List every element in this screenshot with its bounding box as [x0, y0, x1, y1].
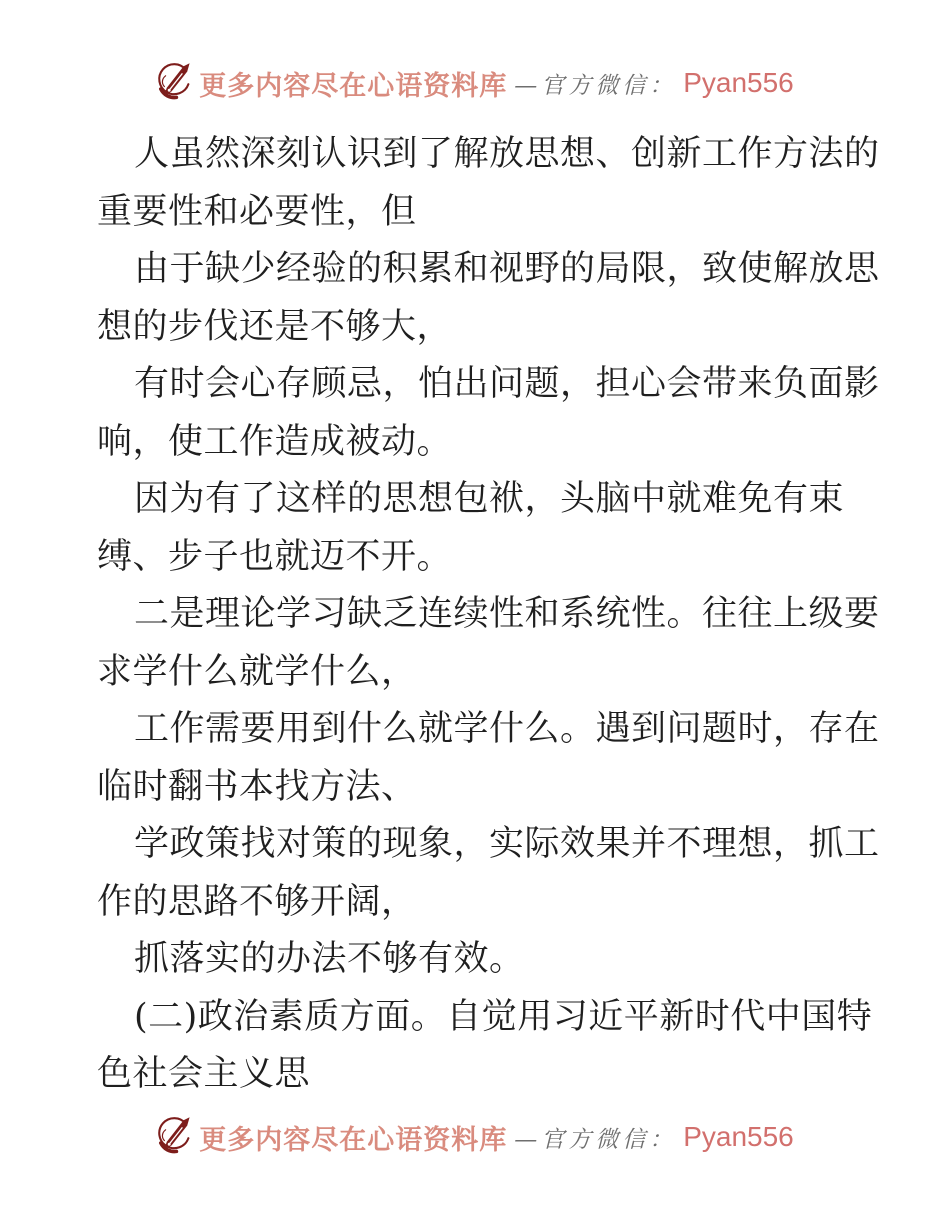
text-line: 作的思路不够开阔，: [97, 881, 417, 922]
text-line: 因为有了这样的思想包袱，头脑中就难免有束: [134, 479, 845, 519]
watermark-brand-text: 更多内容尽在心语资料库: [199, 1124, 508, 1156]
watermark-wechat-label: —官方微信：: [514, 72, 677, 99]
pen-circle-logo-icon: [156, 1114, 192, 1160]
text-line: 有时会心存顾忌，怕出问题，担心会带来负面影: [134, 364, 880, 404]
text-line: 抓落实的办法不够有效。: [134, 939, 525, 979]
header-watermark: [0, 60, 950, 106]
text-line: 二是理论学习缺乏连续性和系统性。往往上级要: [134, 594, 880, 634]
text-line: 学政策找对策的现象，实际效果并不理想，抓工: [134, 824, 880, 864]
text-line: 求学什么就学什么，: [97, 651, 417, 692]
text-line: 想的步伐还是不够大，: [97, 306, 453, 347]
text-line: 临时翻书本找方法、: [97, 766, 417, 807]
watermark-wechat-account: Pyan556: [683, 1121, 794, 1152]
watermark-wechat-account: Pyan556: [683, 67, 794, 98]
pen-circle-logo-icon: [156, 60, 192, 106]
text-line: 工作需要用到什么就学什么。遇到问题时，存在: [134, 709, 880, 749]
text-line: 由于缺少经验的积累和视野的局限，致使解放思: [134, 249, 880, 289]
text-line: 缚、步子也就迈不开。: [97, 536, 453, 577]
text-line: 人虽然深刻认识到了解放思想、创新工作方法的: [134, 134, 880, 174]
footer-watermark: [0, 1114, 950, 1160]
text-line: 响，使工作造成被动。: [97, 421, 453, 462]
text-line: (二)政治素质方面。自觉用习近平新时代中国特: [134, 996, 873, 1037]
text-line: 色社会主义思: [97, 1054, 311, 1094]
document-body: [97, 126, 880, 1104]
text-line: 重要性和必要性，但: [97, 191, 417, 232]
watermark-brand-text: 更多内容尽在心语资料库: [199, 70, 508, 102]
watermark-wechat-label: —官方微信：: [514, 1126, 677, 1153]
